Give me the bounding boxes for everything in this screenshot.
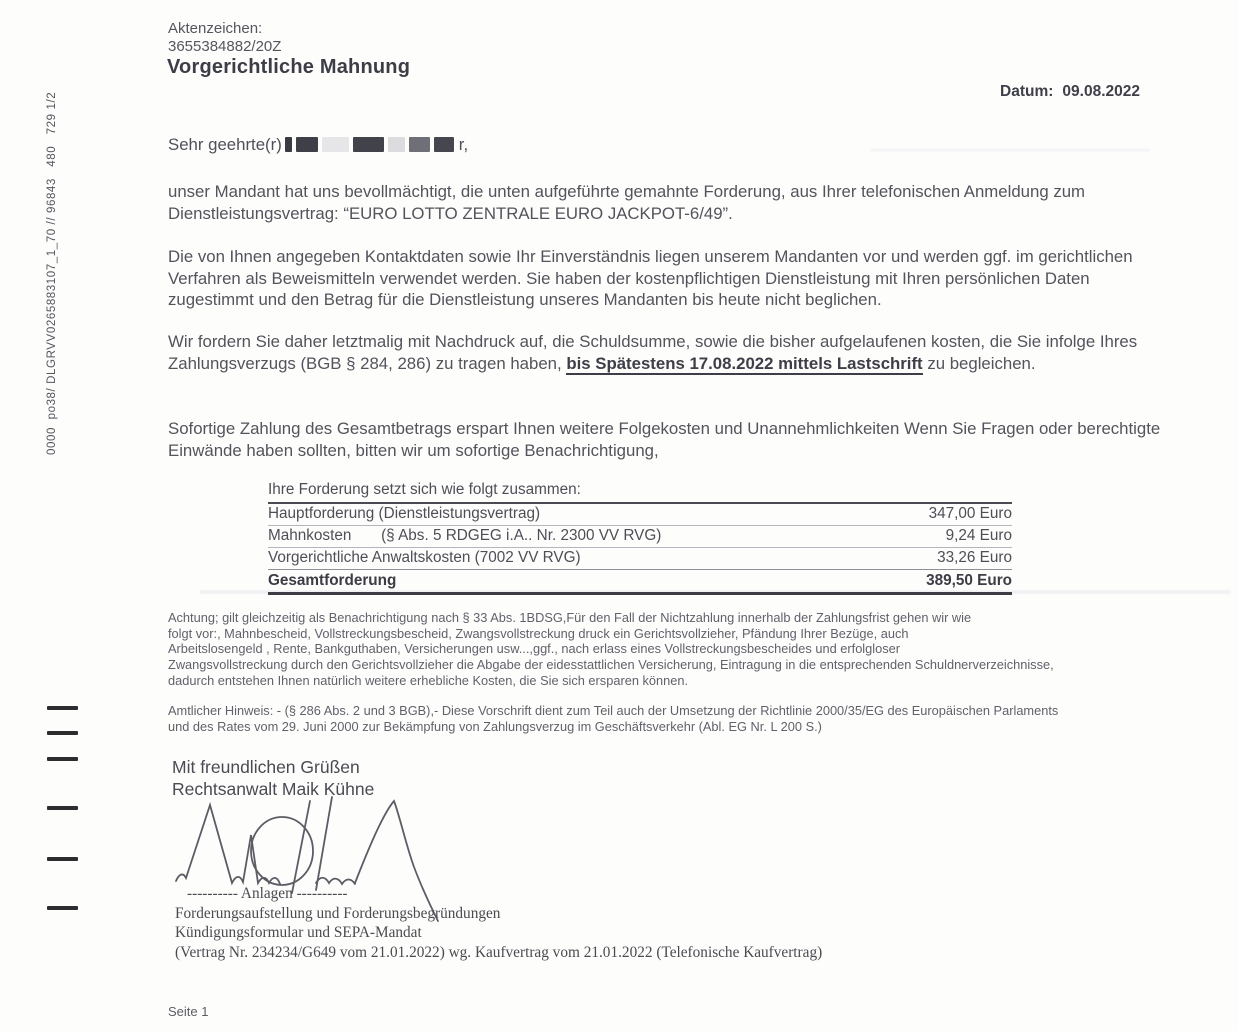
notice-line: Amtlicher Hinweis: - (§ 286 Abs. 2 und 3 BGB),- Diese Vorschrift dient zum Teil auch der Umsetzung der Richtlinie 2000/35/EG des Europäischen Parlaments	[168, 703, 1059, 718]
table-row	[268, 548, 1012, 570]
claim-amount: 347,00 Euro	[928, 505, 1012, 522]
page-number: Seite 1	[168, 1004, 209, 1019]
registration-mark	[47, 706, 78, 710]
claim-label: Hauptforderung (Dienstleistungsvertrag)	[268, 505, 541, 522]
claim-amount: 33,26 Euro	[937, 549, 1012, 566]
notice-line: Zwangsvollstreckung durch den Gerichtsvollzieher die Abgabe der eidesstattlichen Versicherung, Eintragung in die entsprechenden Schuldnerverzeichnisse,	[168, 657, 1054, 673]
legal-notice-warning	[168, 610, 1218, 689]
registration-mark	[47, 906, 78, 910]
demand-text-start: Wir fordern Sie daher letztmalig mit Nachdruck auf, die Schuldsumme, sowie die bisher aufgelaufenen kosten, die Sie infolge Ihres Zahlungsverzugs (BGB § 284, 286) zu tragen haben,	[168, 332, 1138, 373]
paragraph-consent: Die von Ihnen angegeben Kontaktdaten sowie Ihr Einverständnis liegen unserem Mandanten vor und werden ggf. im gerichtlichen Verfahren als Beweismitteln verwendet werden. Sie haben der kostenpflichtigen Dienstleistung mit Ihren persönlichen Daten zugestimmt und den Betrag für die Dienstleistung unseres Mandanten bis heute nicht beglichen.	[168, 247, 1133, 310]
table-row	[268, 504, 1012, 526]
paragraph-demand	[168, 331, 1168, 374]
notice-line: Achtung; gilt gleichzeitig als Benachrichtigung nach § 33 Abs. 1BDSG,Für den Fall der Nichtzahlung innerhalb der Zahlungsfrist gehen wir wie	[168, 610, 972, 625]
notice-line: Arbeitslosengeld , Rente, Bankguthaben, Versicherungen usw...,ggf., nach erlass eines Vollstreckungsbescheides und erfolgloser	[168, 641, 901, 657]
salutation	[168, 135, 468, 155]
registration-mark	[47, 857, 78, 861]
claims-table-title: Ihre Forderung setzt sich wie folgt zusammen:	[268, 481, 1012, 504]
attachment-item: Kündigungsformular und SEPA-Mandat	[175, 924, 422, 942]
claim-label: Vorgerichtliche Anwaltskosten (7002 VV RVG)	[268, 549, 581, 566]
total-amount: 389,50 Euro	[926, 572, 1012, 589]
notice-line: folgt vor:, Mahnbescheid, Vollstreckungsbescheid, Zwangsvollstreckung druck ein Gerichtsvollzieher, Pfändung Ihrer Bezüge, auch	[168, 625, 909, 641]
paragraph-mandate: unser Mandant hat uns bevollmächtigt, die unten aufgeführte gemahnte Forderung, aus Ihrer telefonischen Anmeldung zum Dienstleistungsvertrag: “EURO LOTTO ZENTRALE EURO JACKPOT-6/49”.	[168, 182, 1086, 223]
case-number-value: 3655384882/20Z	[168, 38, 282, 55]
claim-amount: 9,24 Euro	[945, 527, 1012, 544]
paragraph-immediate-payment: Sofortige Zahlung des Gesamtbetrags erspart Ihnen weitere Folgekosten und Unannehmlichkeiten Wenn Sie Fragen oder berechtigte Einwände haben sollten, bitten wir um sofortige Benachrichtigung,	[168, 419, 1161, 460]
claim-label: Mahnkosten (§ Abs. 5 RDGEG i.A.. Nr. 2300 VV RVG)	[268, 527, 662, 544]
registration-mark	[47, 731, 78, 735]
salutation-prefix: Sehr geehrte(r)	[168, 135, 282, 154]
signer-name: Rechtsanwalt Maik Kühne	[172, 778, 375, 799]
table-row	[268, 526, 1012, 548]
attachments-block	[175, 884, 822, 962]
registration-mark	[47, 757, 78, 761]
document-title: Vorgerichtliche Mahnung	[167, 56, 411, 78]
closing-greeting: Mit freundlichen Grüßen	[172, 757, 360, 777]
payment-deadline: bis Spätestens 17.08.2022 mittels Lastschrift	[566, 353, 923, 373]
attachment-item: (Vertrag Nr. 234234/G649 vom 21.01.2022) wg. Kaufvertrag vom 21.01.2022 (Telefonische Kaufvertrag)	[175, 943, 823, 961]
table-total-row	[268, 570, 1012, 595]
notice-line: und des Rates vom 29. Juni 2000 zur Bekämpfung von Zahlungsverzug im Geschäftsverkehr (Abl. EG Nr. L 200 S.)	[168, 718, 822, 734]
notice-line: dadurch entstehen Ihnen natürlich weitere erhebliche Kosten, die Sie sich ersparen können.	[168, 672, 689, 688]
print-margin-code: 0000 po38/ DLGRVV0265883107_1_70 // 96843 480 729 1/2	[46, 91, 58, 455]
demand-text-end: zu begleichen.	[922, 353, 1036, 373]
case-number-label: Aktenzeichen:	[168, 20, 263, 37]
date-line	[820, 83, 1140, 101]
redacted-name	[285, 137, 454, 152]
registration-mark	[47, 806, 78, 810]
claims-table	[268, 481, 1012, 595]
scan-smudge	[870, 149, 1150, 151]
date-value: 09.08.2022	[1062, 83, 1140, 100]
attachment-item: Forderungsaufstellung und Forderungsbegründungen	[175, 904, 501, 922]
salutation-suffix: r,	[458, 135, 469, 154]
date-label: Datum:	[1000, 83, 1054, 100]
attachments-header: ---------- Anlagen ----------	[187, 885, 348, 902]
total-label: Gesamtforderung	[268, 572, 397, 589]
legal-notice-official	[168, 703, 1218, 734]
